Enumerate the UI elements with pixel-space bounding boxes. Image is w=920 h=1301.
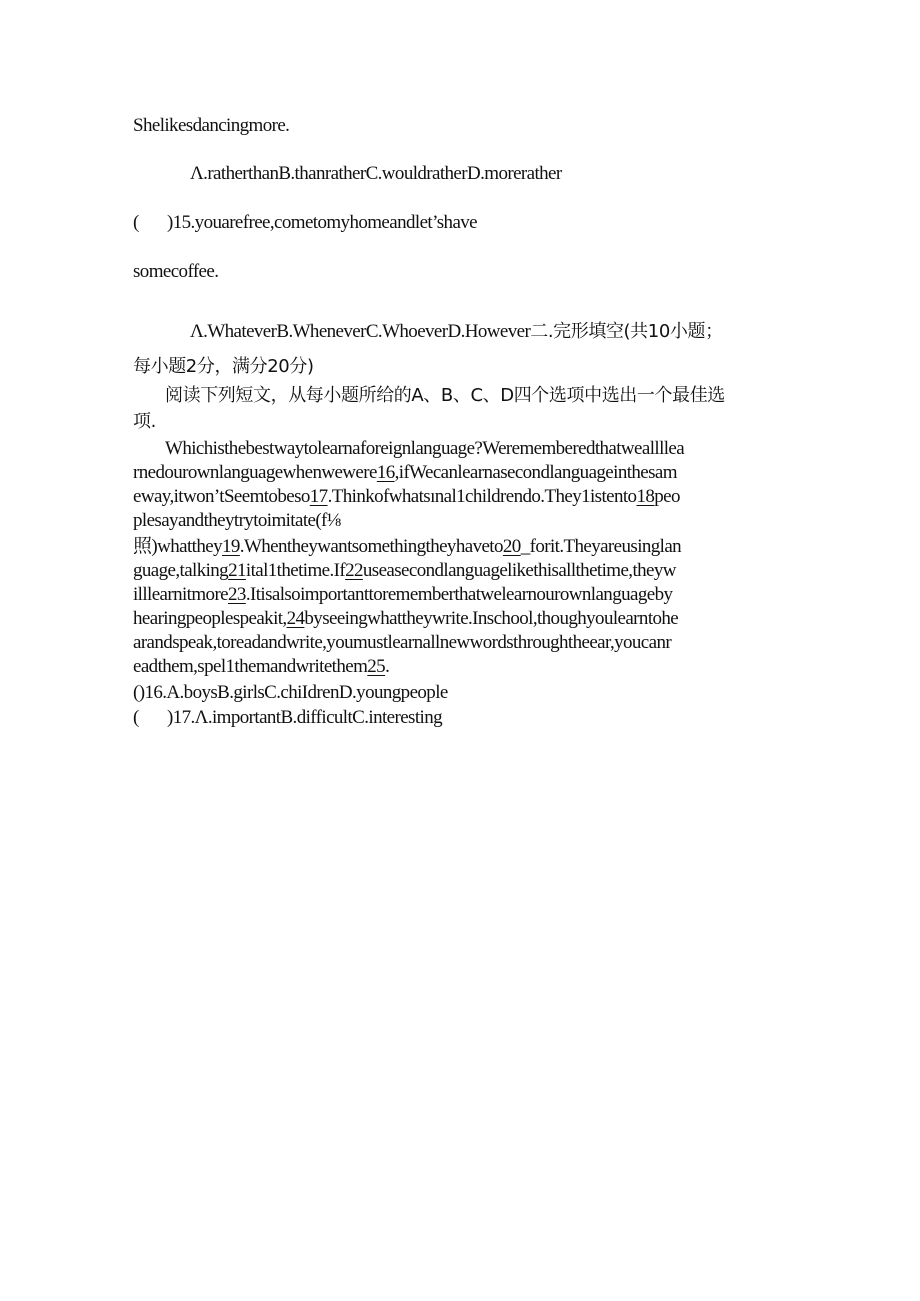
section2-heading-part2: 每小题2分，满分20分) [133,356,314,377]
passage-text: eadthem,spel1themandwritethem [133,656,368,677]
passage-text: .Thinkofwhatsınal1childrendo.They1istento [327,486,637,507]
section2-heading-part1: 二.完形填空(共10小题； [530,321,723,342]
answer-paren-open: ( [133,212,139,233]
passage-text: illlearnitmore [133,584,229,605]
passage-line [133,461,677,485]
blank-22: 22 [345,560,363,581]
passage-line [133,559,676,583]
passage-line: arandspeak,toreadandwrite,youmustlearnallnewwordsthroughtheear,youcanr [133,632,672,653]
q14-options: Λ.ratherthanB.thanratherC.wouldratherD.morerather [190,163,562,184]
passage-line [133,655,389,679]
blank-18: 18 [636,486,655,507]
passage-text: hearingpeoplespeakit, [133,608,287,629]
passage-text: . [385,656,390,677]
passage-text: peo [654,486,680,507]
passage-text: guage,talking [133,560,229,581]
q16-options: ()16.A.boysB.girlsC.chiIdrenD.youngpeople [133,682,448,703]
passage-line [133,583,672,607]
blank-24: 24 [286,608,305,629]
passage-text: byseeingwhattheywrite.Inschool,thoughyoulearntohe [304,608,679,629]
passage-text: .Itisalsoimportanttorememberthatwelearnourownlanguageby [245,584,673,605]
answer-paren-open: ( [133,707,139,728]
q15-options-line [190,320,723,344]
blank-19: 19 [221,536,240,557]
blank-21: 21 [228,560,246,581]
q17-options-text: )17.Λ.importantB.difficultC.interesting [167,707,442,728]
section2-instruction-line2: 项. [133,411,156,432]
section2-instruction-line1: 阅读下列短文，从每小题所给的A、B、C、D四个选项中选出一个最佳选 [165,385,725,406]
passage-line [133,535,681,559]
q17-options [133,706,442,730]
passage-line [133,485,680,509]
q14-stem-end: Shelikesdancingmore. [133,115,290,136]
blank-16: 16 [376,462,395,483]
passage-text: ital1thetime.If [245,560,346,581]
blank-25: 25 [367,656,386,677]
passage-text: useasecondlanguagelikethisallthetime,theyw [362,560,676,581]
passage-text: rnedourownlanguagewhenwewere [133,462,377,483]
blank-17: 17 [309,486,328,507]
q15-stem-end: somecoffee. [133,261,219,282]
passage-text: 照)whatthey [133,536,222,557]
q15-stem [133,211,477,235]
passage-line: Whichisthebestwaytolearnaforeignlanguage?Werememberedthatweallllea [165,438,685,459]
passage-text: _forit.Theyareusinglan [520,536,682,557]
blank-20: 20 [502,536,521,557]
passage-text: ,ifWecanlearnasecondlanguageinthesam [394,462,677,483]
passage-line [133,607,678,631]
passage-text: .Whentheywantsomethingtheyhaveto [239,536,503,557]
passage-line: plesayandtheytrytoimitate(f⅛ [133,510,341,531]
q15-stem-text: )15.youarefree,cometomyhomeandlet’shave [167,212,478,233]
q15-options: Λ.WhateverB.WheneverC.WhoeverD.However [190,321,531,342]
passage-text: eway,itwon’tSeemtobeso [133,486,310,507]
blank-23: 23 [228,584,246,605]
